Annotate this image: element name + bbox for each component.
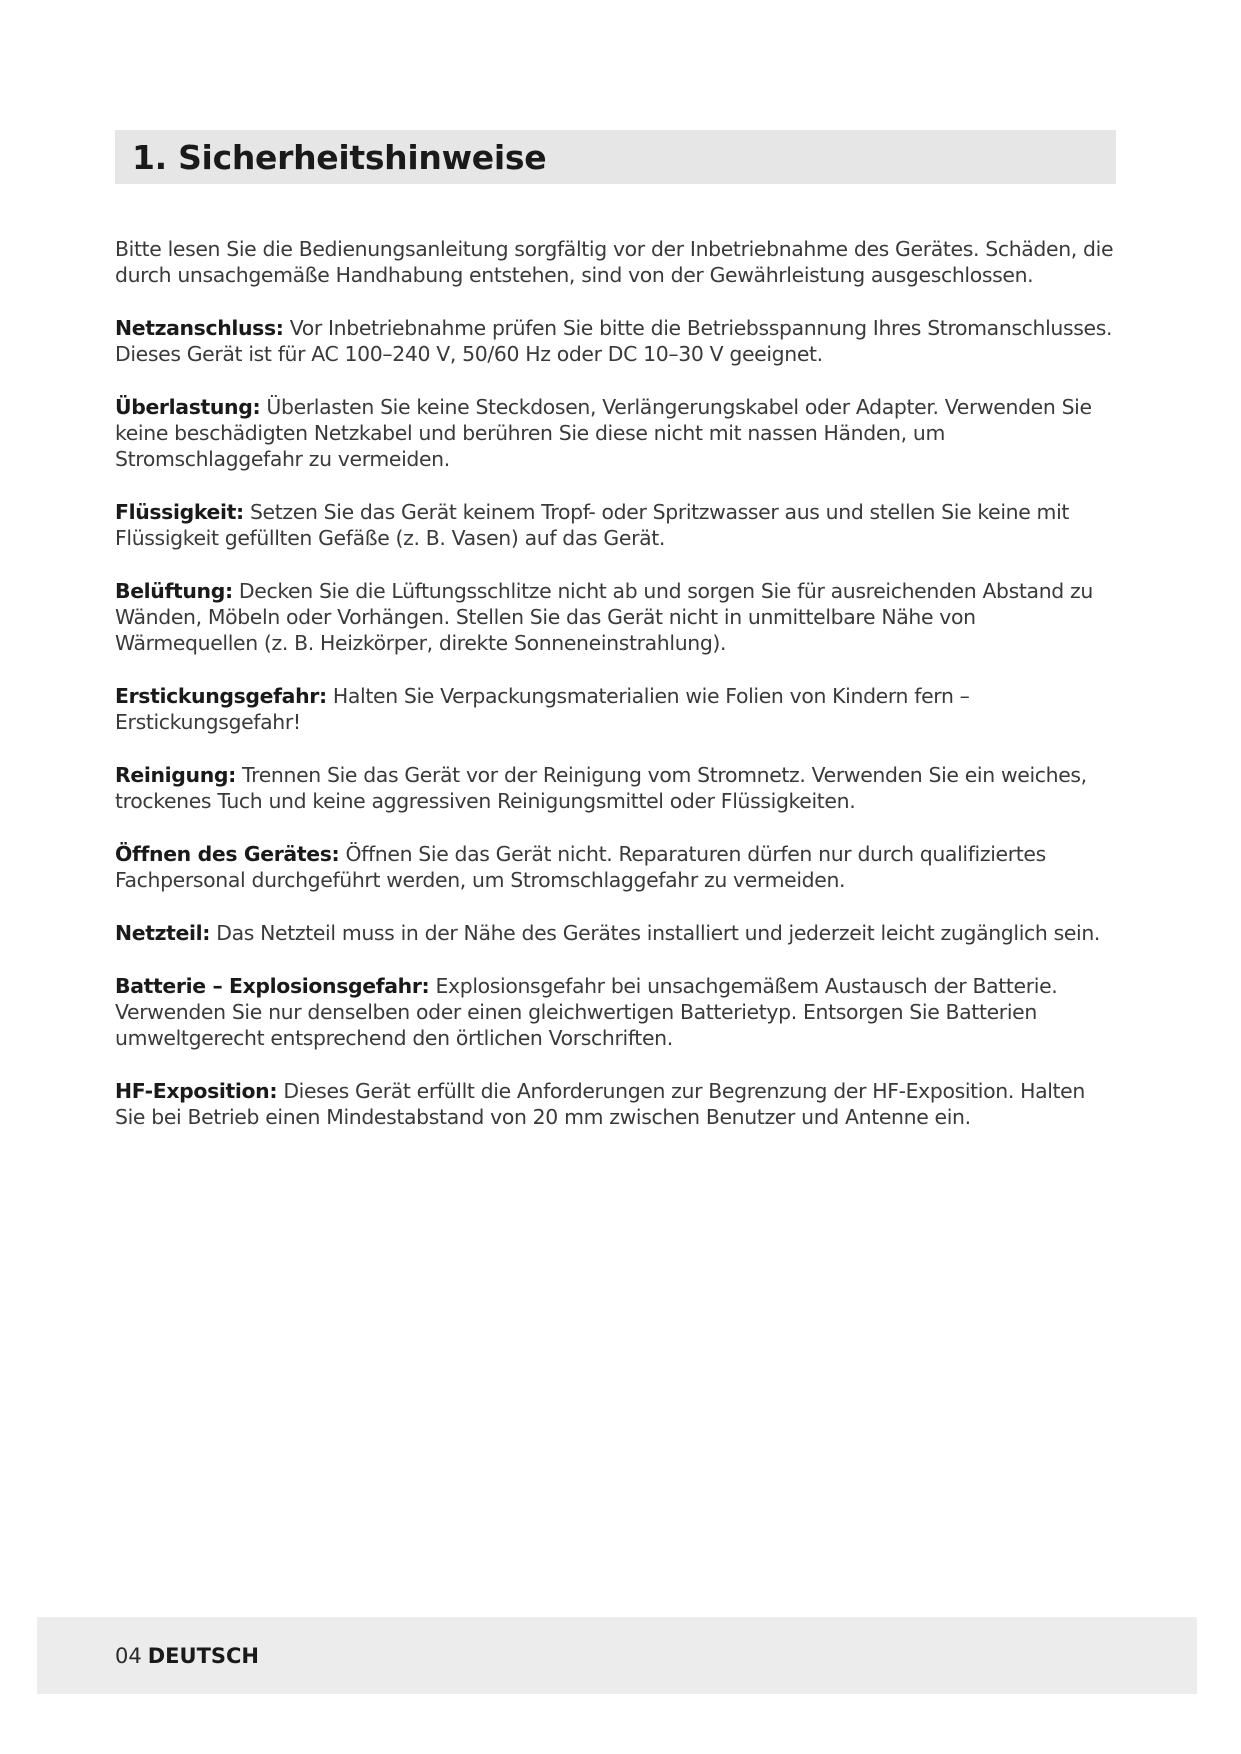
safety-item-heading: Netzanschluss: [115, 316, 284, 340]
safety-item-heading: Netzteil: [115, 921, 211, 945]
safety-item-text: Explosionsgefahr bei unsachgemäßem Austausch der Batterie. Verwenden Sie nur denselben oder einen gleichwertigen Batterietyp. Entsorgen Sie Batterien umweltgerecht entsprechend den örtlichen Vorschriften. [115, 974, 1058, 1050]
safety-item-belueftung [115, 578, 1119, 656]
safety-item-ueberlastung [115, 394, 1119, 472]
safety-item-text: Überlasten Sie keine Steckdosen, Verlängerungskabel oder Adapter. Verwenden Sie keine beschädigten Netzkabel und berühren Sie diese nicht mit nassen Händen, um Stromschlaggefahr zu vermeiden. [115, 395, 1092, 471]
safety-item-netzteil [115, 920, 1119, 946]
intro-paragraph: Bitte lesen Sie die Bedienungsanleitung sorgfältig vor der Inbetriebnahme des Gerätes. Schäden, die durch unsachgemäße Handhabung entstehen, sind von der Gewährleistung ausgeschlossen. [115, 237, 1114, 287]
safety-item-heading: Erstickungsgefahr: [115, 684, 327, 708]
page-footer [37, 1617, 1197, 1694]
safety-item-heading: Belüftung: [115, 579, 233, 603]
safety-item-reinigung [115, 762, 1119, 814]
safety-item-hf-exposition [115, 1078, 1119, 1130]
safety-item-heading: Batterie – Explosionsgefahr: [115, 974, 430, 998]
safety-item-text: Vor Inbetriebnahme prüfen Sie bitte die Betriebsspannung Ihres Stromanschlusses. Dieses Gerät ist für AC 100–240 V, 50/60 Hz oder DC 10–30 V geeignet. [115, 316, 1113, 366]
safety-item-text: Öffnen Sie das Gerät nicht. Reparaturen dürfen nur durch qualifiziertes Fachpersonal durchgeführt werden, um Stromschlaggefahr zu vermeiden. [115, 842, 1046, 892]
safety-item-heading: Überlastung: [115, 395, 261, 419]
safety-item-text: Halten Sie Verpackungsmaterialien wie Folien von Kindern fern – Erstickungsgefahr! [115, 684, 970, 734]
safety-item-heading: Flüssigkeit: [115, 500, 244, 524]
safety-item-fluessigkeit [115, 499, 1119, 551]
safety-item-text: Trennen Sie das Gerät vor der Reinigung vom Stromnetz. Verwenden Sie ein weiches, trockenes Tuch und keine aggressiven Reinigungsmittel oder Flüssigkeiten. [115, 763, 1087, 813]
safety-item-batterie [115, 973, 1119, 1051]
page-title: 1. Sicherheitshinweise [132, 137, 547, 177]
safety-item-oeffnen [115, 841, 1119, 893]
safety-item-text: Das Netzteil muss in der Nähe des Gerätes installiert und jederzeit leicht zugänglich sein. [216, 921, 1101, 945]
footer-language: DEUTSCH [147, 1643, 259, 1668]
safety-content [115, 236, 1119, 1157]
safety-item-heading: HF-Exposition: [115, 1079, 278, 1103]
page-number: 04 [115, 1643, 142, 1668]
safety-item-text: Decken Sie die Lüftungsschlitze nicht ab und sorgen Sie für ausreichenden Abstand zu Wänden, Möbeln oder Vorhängen. Stellen Sie das Gerät nicht in unmittelbare Nähe von Wärmequellen (z. B. Heizkörper, direkte Sonneneinstrahlung). [115, 579, 1093, 655]
safety-item-text: Dieses Gerät erfüllt die Anforderungen zur Begrenzung der HF-Exposition. Halten Sie bei Betrieb einen Mindestabstand von 20 mm zwischen Benutzer und Antenne ein. [115, 1079, 1085, 1129]
safety-item-heading: Reinigung: [115, 763, 236, 787]
safety-item-netzanschluss [115, 315, 1119, 367]
safety-item-heading: Öffnen des Gerätes: [115, 842, 340, 866]
safety-item-text: Setzen Sie das Gerät keinem Tropf- oder Spritzwasser aus und stellen Sie keine mit Flüssigkeit gefüllten Gefäße (z. B. Vasen) auf das Gerät. [115, 500, 1070, 550]
safety-item-erstickungsgefahr [115, 683, 1119, 735]
section-title-bar [115, 130, 1116, 184]
